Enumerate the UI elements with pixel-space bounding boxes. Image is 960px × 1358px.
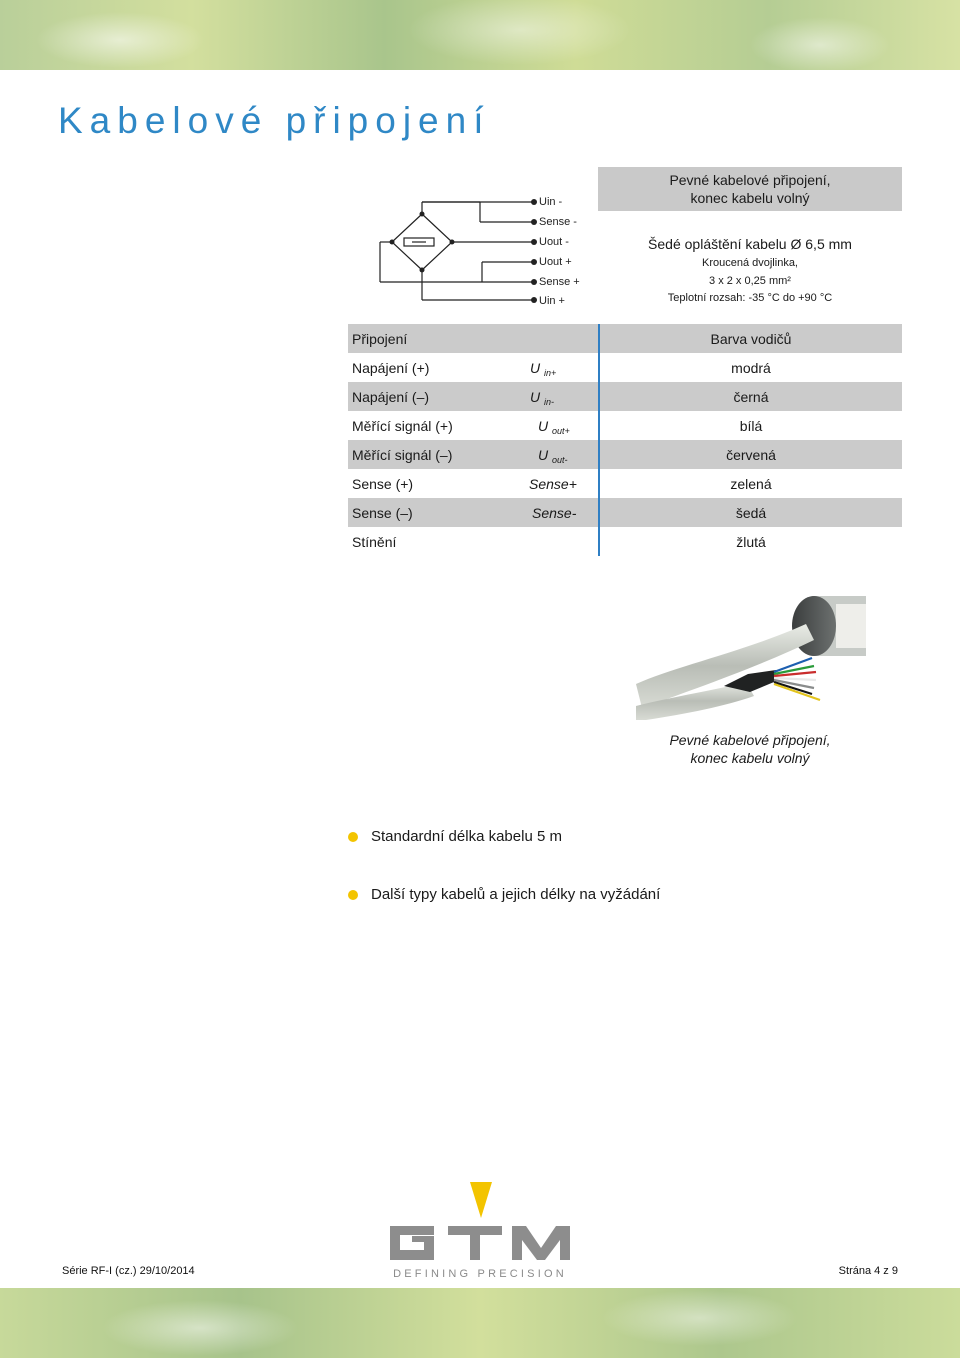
spec-line: Teplotní rozsah: -35 °C do +90 °C xyxy=(667,292,833,304)
footer-decor-band xyxy=(0,1288,960,1358)
row-symbol: U $_{in-}$ xyxy=(530,389,555,407)
bullet-text: Standardní délka kabelu 5 m xyxy=(371,828,562,845)
row-color: žlutá xyxy=(736,534,766,550)
table-row xyxy=(348,527,902,556)
wire-label: Uout - xyxy=(539,236,569,248)
gtm-logo xyxy=(388,1180,572,1280)
row-color: modrá xyxy=(731,360,771,376)
wire-label: Uin - xyxy=(539,196,563,208)
row-symbol: U $_{out+}$ xyxy=(538,418,570,436)
bullet-dot-icon xyxy=(348,890,358,900)
wire-label: Uout + xyxy=(539,256,572,268)
row-color: červená xyxy=(726,447,776,463)
row-label: Stínění xyxy=(352,534,397,550)
caption-line: Pevné kabelové připojení, xyxy=(669,732,831,748)
row-label: Měřící signál (+) xyxy=(352,418,453,434)
spec-line: Kroucená dvojlinka, xyxy=(701,257,798,269)
row-label: Měřící signál (–) xyxy=(352,447,453,463)
bullet-item xyxy=(348,886,660,903)
header-decor-band xyxy=(0,0,960,70)
spec-line: 3 x 2 x 0,25 mm² xyxy=(709,275,791,287)
wire-label: Sense - xyxy=(539,216,577,228)
table-divider xyxy=(598,324,600,556)
row-symbol: Sense- xyxy=(532,505,577,521)
row-symbol: Sense+ xyxy=(529,476,577,492)
page-title: Kabelové připojení xyxy=(58,100,491,141)
table-row xyxy=(348,353,902,382)
cable-sheath-spec: Šedé opláštění kabelu Ø 6,5 mm xyxy=(648,236,852,252)
spec-header-line: Pevné kabelové připojení, xyxy=(669,172,831,188)
bullet-dot-icon xyxy=(348,832,358,842)
table-row xyxy=(348,498,902,527)
table-row xyxy=(348,382,902,411)
logo-tagline: DEFINING PRECISION xyxy=(393,1268,567,1280)
cable-photo xyxy=(636,596,866,720)
table-row xyxy=(348,440,902,469)
column-header-connection: Připojení xyxy=(352,331,408,347)
row-symbol: U $_{in+}$ xyxy=(530,360,557,378)
footer-page-number: Strána 4 z 9 xyxy=(838,1265,898,1277)
row-label: Sense (–) xyxy=(352,505,413,521)
column-header-wire-color: Barva vodičů xyxy=(710,331,792,347)
row-label: Napájení (+) xyxy=(352,360,430,376)
row-label: Napájení (–) xyxy=(352,389,430,405)
bullet-text: Další typy kabelů a jejich délky na vyžádání xyxy=(371,886,661,903)
row-color: zelená xyxy=(730,476,772,492)
row-color: šedá xyxy=(735,505,767,521)
spec-header xyxy=(598,167,902,211)
wire-label: Sense + xyxy=(539,276,580,288)
row-symbol: U $_{out-}$ xyxy=(538,447,568,465)
wire-label: Uin + xyxy=(539,295,565,307)
footer-series-date: Série RF-I (cz.) 29/10/2014 xyxy=(62,1265,195,1277)
row-label: Sense (+) xyxy=(352,476,414,492)
table-row xyxy=(348,411,902,440)
table-row xyxy=(348,469,902,498)
table-header-row xyxy=(348,324,902,353)
row-color: černá xyxy=(733,389,769,405)
photo-caption xyxy=(600,731,900,767)
row-color: bílá xyxy=(739,418,763,434)
caption-line: konec kabelu volný xyxy=(690,750,810,766)
bullet-item xyxy=(348,828,562,845)
spec-header-line: konec kabelu volný xyxy=(690,190,810,206)
connection-table xyxy=(348,324,902,556)
